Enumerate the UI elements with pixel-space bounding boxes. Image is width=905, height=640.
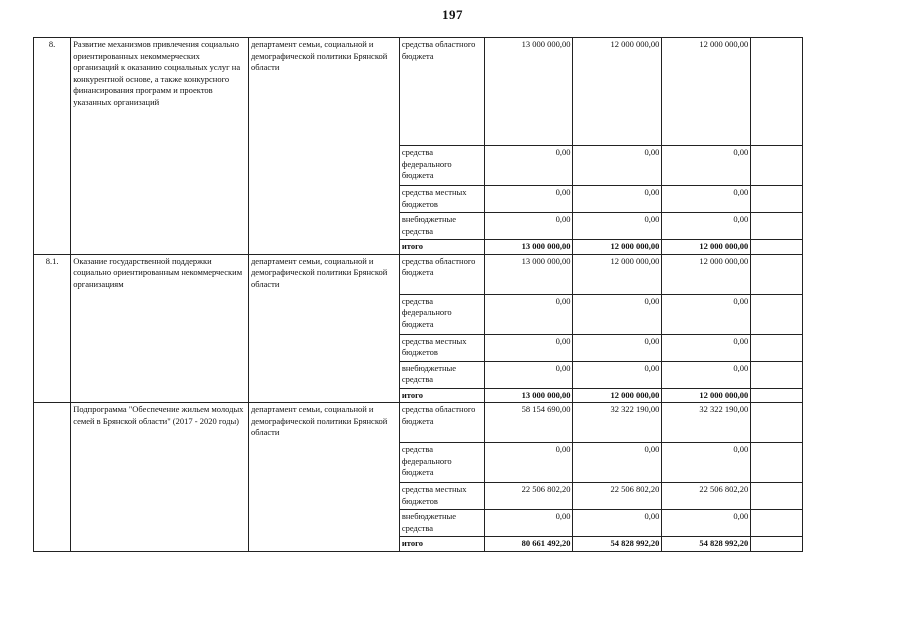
amount-year-2: 0,00 xyxy=(573,334,662,361)
amount-year-3: 12 000 000,00 xyxy=(662,38,751,146)
empty-cell xyxy=(751,38,803,146)
amount-year-3: 0,00 xyxy=(662,334,751,361)
amount-year-3: 22 506 802,20 xyxy=(662,483,751,510)
funding-source: средства областного бюджета xyxy=(399,403,484,443)
amount-year-3: 0,00 xyxy=(662,186,751,213)
amount-year-2: 0,00 xyxy=(573,510,662,537)
amount-year-3: 0,00 xyxy=(662,361,751,388)
amount-year-1: 13 000 000,00 xyxy=(484,240,573,255)
amount-year-3: 54 828 992,20 xyxy=(662,537,751,552)
measure-name: Оказание государственной поддержки социально ориентированным некоммерческим организациям xyxy=(71,254,249,403)
amount-year-3: 0,00 xyxy=(662,213,751,240)
amount-year-3: 12 000 000,00 xyxy=(662,254,751,294)
empty-cell xyxy=(751,483,803,510)
amount-year-3: 32 322 190,00 xyxy=(662,403,751,443)
funding-source: средства местных бюджетов xyxy=(399,186,484,213)
amount-year-1: 0,00 xyxy=(484,146,573,186)
row-number: 8.1. xyxy=(34,254,71,403)
amount-year-1: 22 506 802,20 xyxy=(484,483,573,510)
amount-year-2: 0,00 xyxy=(573,361,662,388)
empty-cell xyxy=(751,443,803,483)
funding-source: итого xyxy=(399,240,484,255)
amount-year-1: 13 000 000,00 xyxy=(484,254,573,294)
amount-year-2: 0,00 xyxy=(573,213,662,240)
page-number: 197 xyxy=(442,7,463,22)
funding-source: итого xyxy=(399,388,484,403)
amount-year-3: 0,00 xyxy=(662,146,751,186)
amount-year-1: 0,00 xyxy=(484,510,573,537)
empty-cell xyxy=(751,294,803,334)
funding-source: внебюджетные средства xyxy=(399,361,484,388)
empty-cell xyxy=(751,213,803,240)
amount-year-2: 54 828 992,20 xyxy=(573,537,662,552)
empty-cell xyxy=(751,334,803,361)
empty-cell xyxy=(751,510,803,537)
amount-year-1: 0,00 xyxy=(484,334,573,361)
amount-year-1: 0,00 xyxy=(484,443,573,483)
funding-source: средства местных бюджетов xyxy=(399,334,484,361)
executor: департамент семьи, социальной и демографической политики Брянской области xyxy=(248,403,399,552)
funding-source: итого xyxy=(399,537,484,552)
amount-year-1: 0,00 xyxy=(484,294,573,334)
amount-year-2: 12 000 000,00 xyxy=(573,240,662,255)
amount-year-2: 12 000 000,00 xyxy=(573,38,662,146)
amount-year-1: 58 154 690,00 xyxy=(484,403,573,443)
amount-year-3: 0,00 xyxy=(662,443,751,483)
executor: департамент семьи, социальной и демографической политики Брянской области xyxy=(248,38,399,255)
measure-name: Развитие механизмов привлечения социально ориентированных некоммерческих организаций к оказанию социальных услуг на конкурентной основе, а также конкурсного финансирования программ и проектов указанных организаций xyxy=(71,38,249,255)
funding-source: средства областного бюджета xyxy=(399,254,484,294)
funding-source: средства областного бюджета xyxy=(399,38,484,146)
measure-name: Подпрограмма "Обеспечение жильем молодых семей в Брянской области" (2017 - 2020 годы) xyxy=(71,403,249,552)
empty-cell xyxy=(751,186,803,213)
amount-year-1: 0,00 xyxy=(484,361,573,388)
funding-source: средства местных бюджетов xyxy=(399,483,484,510)
funding-source: средства федерального бюджета xyxy=(399,146,484,186)
amount-year-2: 12 000 000,00 xyxy=(573,388,662,403)
funding-source: средства федерального бюджета xyxy=(399,294,484,334)
empty-cell xyxy=(751,361,803,388)
budget-table xyxy=(33,37,803,552)
amount-year-2: 0,00 xyxy=(573,186,662,213)
amount-year-1: 13 000 000,00 xyxy=(484,38,573,146)
amount-year-1: 0,00 xyxy=(484,213,573,240)
amount-year-3: 0,00 xyxy=(662,510,751,537)
row-number: 8. xyxy=(34,38,71,255)
amount-year-3: 12 000 000,00 xyxy=(662,240,751,255)
amount-year-3: 0,00 xyxy=(662,294,751,334)
amount-year-3: 12 000 000,00 xyxy=(662,388,751,403)
table-row xyxy=(34,254,803,294)
amount-year-1: 13 000 000,00 xyxy=(484,388,573,403)
amount-year-1: 80 661 492,20 xyxy=(484,537,573,552)
empty-cell xyxy=(751,388,803,403)
amount-year-1: 0,00 xyxy=(484,186,573,213)
amount-year-2: 0,00 xyxy=(573,443,662,483)
amount-year-2: 12 000 000,00 xyxy=(573,254,662,294)
empty-cell xyxy=(751,254,803,294)
funding-source: внебюджетные средства xyxy=(399,213,484,240)
row-number xyxy=(34,403,71,552)
funding-source: средства федерального бюджета xyxy=(399,443,484,483)
funding-source: внебюджетные средства xyxy=(399,510,484,537)
empty-cell xyxy=(751,146,803,186)
amount-year-2: 22 506 802,20 xyxy=(573,483,662,510)
amount-year-2: 0,00 xyxy=(573,294,662,334)
empty-cell xyxy=(751,537,803,552)
amount-year-2: 32 322 190,00 xyxy=(573,403,662,443)
executor: департамент семьи, социальной и демографической политики Брянской области xyxy=(248,254,399,403)
empty-cell xyxy=(751,403,803,443)
table-row xyxy=(34,38,803,146)
amount-year-2: 0,00 xyxy=(573,146,662,186)
empty-cell xyxy=(751,240,803,255)
table-row xyxy=(34,403,803,443)
